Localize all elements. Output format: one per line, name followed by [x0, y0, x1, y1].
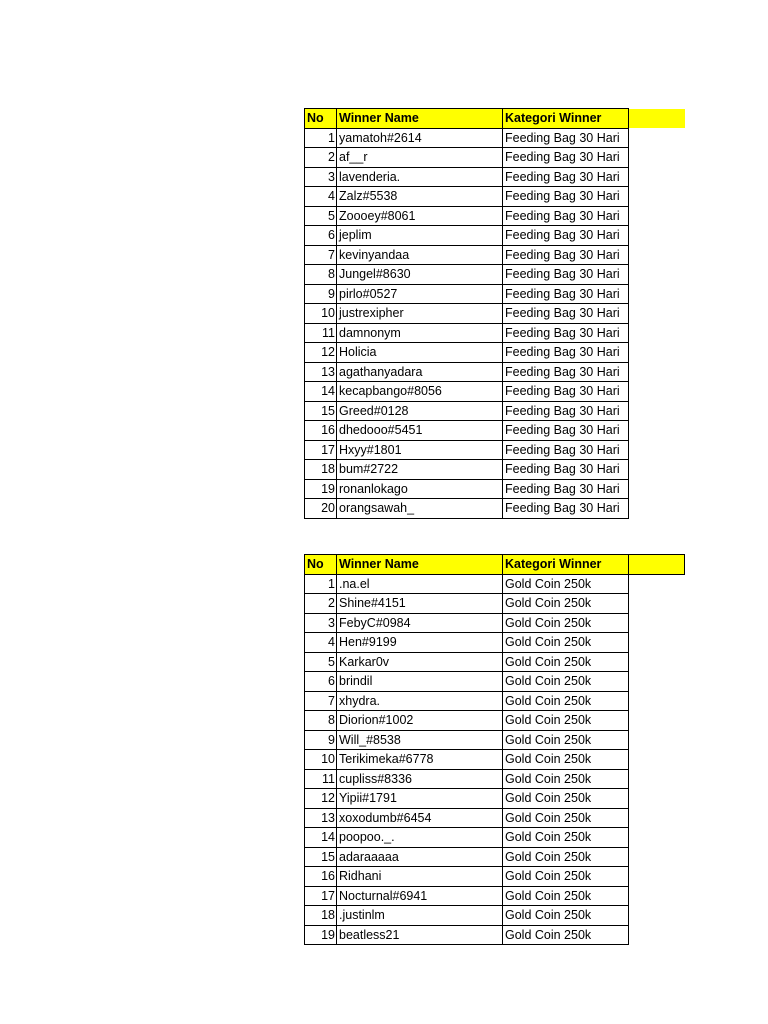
cell-winner-name: Shine#4151	[337, 594, 503, 614]
table-row	[305, 226, 685, 246]
cell-kategori: Feeding Bag 30 Hari	[503, 226, 629, 246]
cell-winner-name: kevinyandaa	[337, 245, 503, 265]
cell-kategori: Gold Coin 250k	[503, 789, 629, 809]
cell-no: 6	[305, 672, 337, 692]
cell-kategori: Feeding Bag 30 Hari	[503, 245, 629, 265]
cell-no: 14	[305, 382, 337, 402]
header-no: No	[305, 555, 337, 575]
table-row	[305, 652, 685, 672]
cell-kategori: Gold Coin 250k	[503, 574, 629, 594]
cell-winner-name: Karkar0v	[337, 652, 503, 672]
cell-winner-name: Yipii#1791	[337, 789, 503, 809]
cell-no: 1	[305, 574, 337, 594]
winners-table-gold-coin	[304, 554, 685, 945]
table-row	[305, 613, 685, 633]
empty-cell	[629, 633, 685, 653]
cell-no: 4	[305, 187, 337, 207]
cell-no: 15	[305, 847, 337, 867]
cell-winner-name: pirlo#0527	[337, 284, 503, 304]
header-empty-cell	[629, 555, 685, 575]
empty-cell	[629, 479, 685, 499]
cell-winner-name: kecapbango#8056	[337, 382, 503, 402]
empty-cell	[629, 421, 685, 441]
cell-kategori: Feeding Bag 30 Hari	[503, 148, 629, 168]
cell-winner-name: af__r	[337, 148, 503, 168]
empty-cell	[629, 343, 685, 363]
table-row	[305, 401, 685, 421]
cell-winner-name: xhydra.	[337, 691, 503, 711]
cell-kategori: Gold Coin 250k	[503, 672, 629, 692]
empty-cell	[629, 148, 685, 168]
cell-no: 5	[305, 652, 337, 672]
cell-kategori: Gold Coin 250k	[503, 906, 629, 926]
cell-winner-name: Zalz#5538	[337, 187, 503, 207]
cell-no: 5	[305, 206, 337, 226]
header-kategori: Kategori Winner	[503, 555, 629, 575]
table-row	[305, 828, 685, 848]
cell-winner-name: ronanlokago	[337, 479, 503, 499]
empty-cell	[629, 769, 685, 789]
cell-no: 4	[305, 633, 337, 653]
table-row	[305, 750, 685, 770]
empty-cell	[629, 323, 685, 343]
empty-cell	[629, 613, 685, 633]
cell-winner-name: cupliss#8336	[337, 769, 503, 789]
table-row	[305, 499, 685, 519]
table-row	[305, 886, 685, 906]
empty-cell	[629, 847, 685, 867]
empty-cell	[629, 206, 685, 226]
cell-winner-name: jeplim	[337, 226, 503, 246]
cell-no: 6	[305, 226, 337, 246]
cell-winner-name: Nocturnal#6941	[337, 886, 503, 906]
cell-kategori: Feeding Bag 30 Hari	[503, 401, 629, 421]
cell-kategori: Gold Coin 250k	[503, 711, 629, 731]
cell-kategori: Feeding Bag 30 Hari	[503, 323, 629, 343]
table-row	[305, 769, 685, 789]
empty-cell	[629, 226, 685, 246]
cell-kategori: Gold Coin 250k	[503, 652, 629, 672]
cell-no: 10	[305, 750, 337, 770]
cell-kategori: Gold Coin 250k	[503, 633, 629, 653]
cell-winner-name: Ridhani	[337, 867, 503, 887]
empty-cell	[629, 167, 685, 187]
table-row	[305, 440, 685, 460]
cell-winner-name: Will_#8538	[337, 730, 503, 750]
cell-kategori: Gold Coin 250k	[503, 769, 629, 789]
empty-cell	[629, 828, 685, 848]
cell-no: 8	[305, 265, 337, 285]
empty-cell	[629, 401, 685, 421]
empty-cell	[629, 730, 685, 750]
table-row	[305, 362, 685, 382]
header-winner-name: Winner Name	[337, 555, 503, 575]
cell-kategori: Gold Coin 250k	[503, 730, 629, 750]
table-row	[305, 323, 685, 343]
cell-no: 18	[305, 460, 337, 480]
empty-cell	[629, 574, 685, 594]
empty-cell	[629, 265, 685, 285]
cell-no: 9	[305, 284, 337, 304]
cell-winner-name: Zoooey#8061	[337, 206, 503, 226]
empty-cell	[629, 672, 685, 692]
table-row	[305, 730, 685, 750]
table-row	[305, 148, 685, 168]
empty-cell	[629, 750, 685, 770]
cell-winner-name: Hxyy#1801	[337, 440, 503, 460]
cell-winner-name: .na.el	[337, 574, 503, 594]
cell-kategori: Feeding Bag 30 Hari	[503, 284, 629, 304]
table-row	[305, 167, 685, 187]
header-no: No	[305, 109, 337, 129]
empty-cell	[629, 886, 685, 906]
table-row	[305, 343, 685, 363]
cell-winner-name: adaraaaaa	[337, 847, 503, 867]
cell-kategori: Feeding Bag 30 Hari	[503, 460, 629, 480]
cell-no: 20	[305, 499, 337, 519]
cell-kategori: Feeding Bag 30 Hari	[503, 167, 629, 187]
cell-kategori: Gold Coin 250k	[503, 828, 629, 848]
empty-cell	[629, 187, 685, 207]
table-header-row	[305, 555, 685, 575]
table-row	[305, 574, 685, 594]
table-row	[305, 421, 685, 441]
cell-no: 17	[305, 886, 337, 906]
cell-winner-name: Hen#9199	[337, 633, 503, 653]
cell-no: 13	[305, 808, 337, 828]
table-row	[305, 206, 685, 226]
empty-cell	[629, 499, 685, 519]
empty-cell	[629, 128, 685, 148]
cell-kategori: Gold Coin 250k	[503, 750, 629, 770]
cell-kategori: Feeding Bag 30 Hari	[503, 343, 629, 363]
empty-cell	[629, 284, 685, 304]
empty-cell	[629, 906, 685, 926]
table-row	[305, 382, 685, 402]
cell-kategori: Gold Coin 250k	[503, 925, 629, 945]
cell-kategori: Gold Coin 250k	[503, 808, 629, 828]
cell-kategori: Gold Coin 250k	[503, 867, 629, 887]
table-row	[305, 284, 685, 304]
table-row	[305, 672, 685, 692]
cell-no: 17	[305, 440, 337, 460]
cell-winner-name: .justinlm	[337, 906, 503, 926]
empty-cell	[629, 652, 685, 672]
cell-no: 7	[305, 691, 337, 711]
cell-winner-name: Holicia	[337, 343, 503, 363]
cell-kategori: Feeding Bag 30 Hari	[503, 206, 629, 226]
cell-kategori: Feeding Bag 30 Hari	[503, 362, 629, 382]
table-row	[305, 691, 685, 711]
table-header-row	[305, 109, 685, 129]
cell-kategori: Gold Coin 250k	[503, 594, 629, 614]
header-kategori: Kategori Winner	[503, 109, 629, 129]
cell-no: 16	[305, 867, 337, 887]
empty-cell	[629, 925, 685, 945]
header-winner-name: Winner Name	[337, 109, 503, 129]
cell-no: 13	[305, 362, 337, 382]
header-empty-cell	[629, 109, 685, 129]
cell-kategori: Feeding Bag 30 Hari	[503, 304, 629, 324]
table-row	[305, 808, 685, 828]
cell-no: 12	[305, 789, 337, 809]
cell-no: 12	[305, 343, 337, 363]
cell-kategori: Feeding Bag 30 Hari	[503, 421, 629, 441]
empty-cell	[629, 691, 685, 711]
empty-cell	[629, 382, 685, 402]
winners-table-feeding-bag	[304, 108, 685, 519]
empty-cell	[629, 362, 685, 382]
cell-winner-name: agathanyadara	[337, 362, 503, 382]
cell-winner-name: xoxodumb#6454	[337, 808, 503, 828]
table-row	[305, 304, 685, 324]
cell-winner-name: damnonym	[337, 323, 503, 343]
cell-no: 1	[305, 128, 337, 148]
cell-winner-name: dhedooo#5451	[337, 421, 503, 441]
cell-kategori: Feeding Bag 30 Hari	[503, 382, 629, 402]
cell-winner-name: Diorion#1002	[337, 711, 503, 731]
cell-no: 15	[305, 401, 337, 421]
cell-winner-name: poopoo._.	[337, 828, 503, 848]
winners-table-body	[305, 109, 685, 519]
table-row	[305, 633, 685, 653]
empty-cell	[629, 304, 685, 324]
cell-kategori: Feeding Bag 30 Hari	[503, 499, 629, 519]
cell-no: 14	[305, 828, 337, 848]
cell-kategori: Feeding Bag 30 Hari	[503, 128, 629, 148]
empty-cell	[629, 789, 685, 809]
cell-no: 7	[305, 245, 337, 265]
cell-winner-name: FebyC#0984	[337, 613, 503, 633]
empty-cell	[629, 245, 685, 265]
cell-winner-name: Greed#0128	[337, 401, 503, 421]
table-row	[305, 187, 685, 207]
cell-winner-name: yamatoh#2614	[337, 128, 503, 148]
cell-kategori: Gold Coin 250k	[503, 886, 629, 906]
cell-no: 19	[305, 925, 337, 945]
cell-kategori: Feeding Bag 30 Hari	[503, 479, 629, 499]
cell-winner-name: beatless21	[337, 925, 503, 945]
cell-winner-name: Terikimeka#6778	[337, 750, 503, 770]
table-row	[305, 479, 685, 499]
cell-no: 19	[305, 479, 337, 499]
cell-kategori: Feeding Bag 30 Hari	[503, 440, 629, 460]
cell-no: 2	[305, 148, 337, 168]
table-row	[305, 265, 685, 285]
table-row	[305, 847, 685, 867]
table-row	[305, 245, 685, 265]
cell-winner-name: Jungel#8630	[337, 265, 503, 285]
empty-cell	[629, 460, 685, 480]
cell-kategori: Gold Coin 250k	[503, 691, 629, 711]
cell-no: 18	[305, 906, 337, 926]
cell-no: 9	[305, 730, 337, 750]
cell-kategori: Gold Coin 250k	[503, 847, 629, 867]
table-row	[305, 789, 685, 809]
cell-no: 2	[305, 594, 337, 614]
cell-winner-name: bum#2722	[337, 460, 503, 480]
table-row	[305, 867, 685, 887]
cell-winner-name: orangsawah_	[337, 499, 503, 519]
empty-cell	[629, 440, 685, 460]
cell-no: 3	[305, 167, 337, 187]
table-row	[305, 460, 685, 480]
cell-no: 16	[305, 421, 337, 441]
winners-table-body	[305, 555, 685, 945]
cell-winner-name: brindil	[337, 672, 503, 692]
cell-no: 3	[305, 613, 337, 633]
table-row	[305, 594, 685, 614]
cell-no: 11	[305, 769, 337, 789]
cell-kategori: Feeding Bag 30 Hari	[503, 187, 629, 207]
cell-kategori: Gold Coin 250k	[503, 613, 629, 633]
table-row	[305, 128, 685, 148]
empty-cell	[629, 594, 685, 614]
cell-no: 11	[305, 323, 337, 343]
cell-winner-name: lavenderia.	[337, 167, 503, 187]
cell-kategori: Feeding Bag 30 Hari	[503, 265, 629, 285]
empty-cell	[629, 867, 685, 887]
table-row	[305, 711, 685, 731]
table-row	[305, 925, 685, 945]
table-row	[305, 906, 685, 926]
empty-cell	[629, 711, 685, 731]
empty-cell	[629, 808, 685, 828]
cell-no: 10	[305, 304, 337, 324]
cell-winner-name: justrexipher	[337, 304, 503, 324]
cell-no: 8	[305, 711, 337, 731]
